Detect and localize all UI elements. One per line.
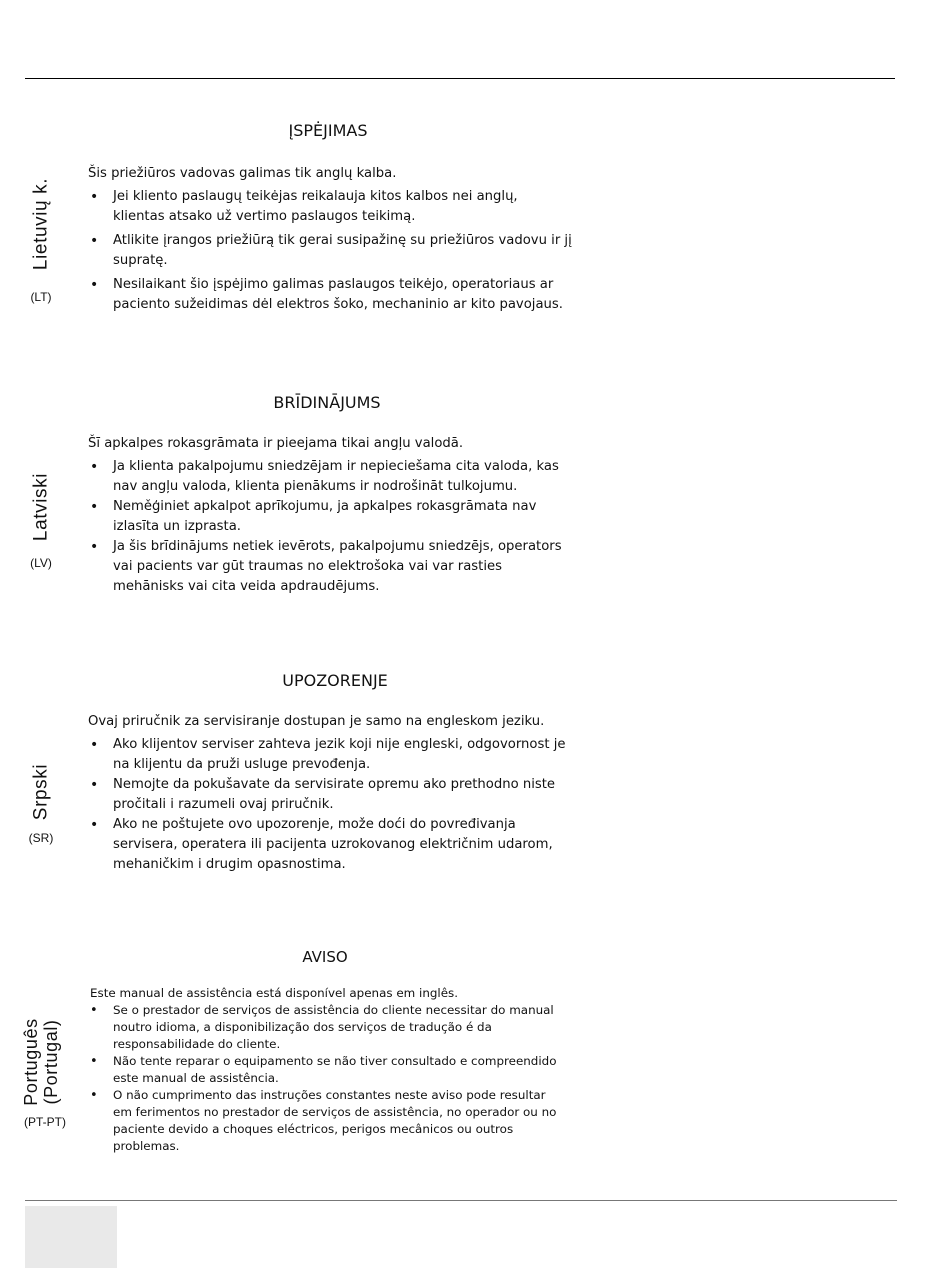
language-code: (SR) [28,831,54,845]
bottom-rule [25,1200,897,1201]
language-label: Lietuvių k. [30,177,52,271]
warning-list [88,457,573,597]
list-item: • O não cumprimento das instruções constantes neste aviso pode resultar em ferimentos no prestador de serviços de assistência, no operador ou no paciente devido a choques eléctricos, perigos mecânicos ou outros problemas. [88,1087,566,1155]
intro-text: Šī apkalpes rokasgrāmata ir pieejama tikai angļu valodā. [88,436,464,451]
list-item: • Jei kliento paslaugų teikėjas reikalauja kitos kalbos nei anglų, klientas atsako už vertimo paslaugos teikimą. [88,187,573,227]
warning-title: AVISO [302,948,348,966]
list-item: • Não tente reparar o equipamento se não tiver consultado e compreendido este manual de assistência. [88,1053,566,1087]
language-code: (PT-PT) [24,1115,66,1129]
intro-text: Este manual de assistência está disponível apenas em inglês. [90,986,459,1000]
warning-title: BRĪDINĀJUMS [273,393,381,412]
intro-text: Šis priežiūros vadovas galimas tik anglų kalba. [88,166,397,181]
language-code: (LT) [30,290,52,304]
list-item: • Nemojte da pokušavate da servisirate opremu ako prethodno niste pročitali i razumeli ovaj priručnik. [88,775,573,815]
warning-title: ĮSPĖJIMAS [288,121,368,140]
list-item: • Nesilaikant šio įspėjimo galimas paslaugos teikėjo, operatoriaus ar paciento sužeidimas dėl elektros šoko, mechaninio ar kito pavojaus. [88,275,573,315]
language-label-line2: (Portugal) [41,1019,61,1105]
language-label: Latviski [30,472,52,542]
list-item: • Se o prestador de serviços de assistência do cliente necessitar do manual noutro idioma, a disponibilização dos serviços de tradução é da responsabilidade do cliente. [88,1002,566,1053]
warning-list [88,187,573,315]
language-sidebar [0,0,82,320]
warning-list [88,735,573,875]
language-code: (LV) [30,556,52,570]
warning-title: UPOZORENJE [282,671,388,690]
list-item: • Ako klijentov serviser zahteva jezik koji nije engleski, odgovornost je na klijentu da pruži usluge prevođenja. [88,735,573,775]
page-number-box [25,1206,117,1268]
list-item: • Ako ne poštujete ovo upozorenje, može doći do povređivanja servisera, operatera ili pacijenta uzrokovanog električnim udarom, mehaničkim i drugim opasnostima. [88,815,573,875]
list-item: • Ja šis brīdinājums netiek ievērots, pakalpojumu sniedzējs, operators vai pacients var gūt traumas no elektrošoka vai var rasties mehānisks vai cita veida apdraudējums. [88,537,573,597]
warning-list [88,1002,566,1155]
language-label [21,1018,61,1105]
language-label: Srpski [30,763,52,821]
list-item: • Neměģiniet apkalpot aprīkojumu, ja apkalpes rokasgrāmata nav izlasīta un izprasta. [88,497,573,537]
list-item: • Ja klienta pakalpojumu sniedzējam ir nepieciešama cita valoda, kas nav angļu valoda, klienta pienākums ir nodrošināt tulkojumu. [88,457,573,497]
language-label-line1: Português [21,1018,41,1106]
list-item: • Atlikite įrangos priežiūrą tik gerai susipažinę su priežiūros vadovu ir jį supratę. [88,231,573,271]
intro-text: Ovaj priručnik za servisiranje dostupan je samo na engleskom jeziku. [88,714,545,729]
top-rule [25,78,895,79]
